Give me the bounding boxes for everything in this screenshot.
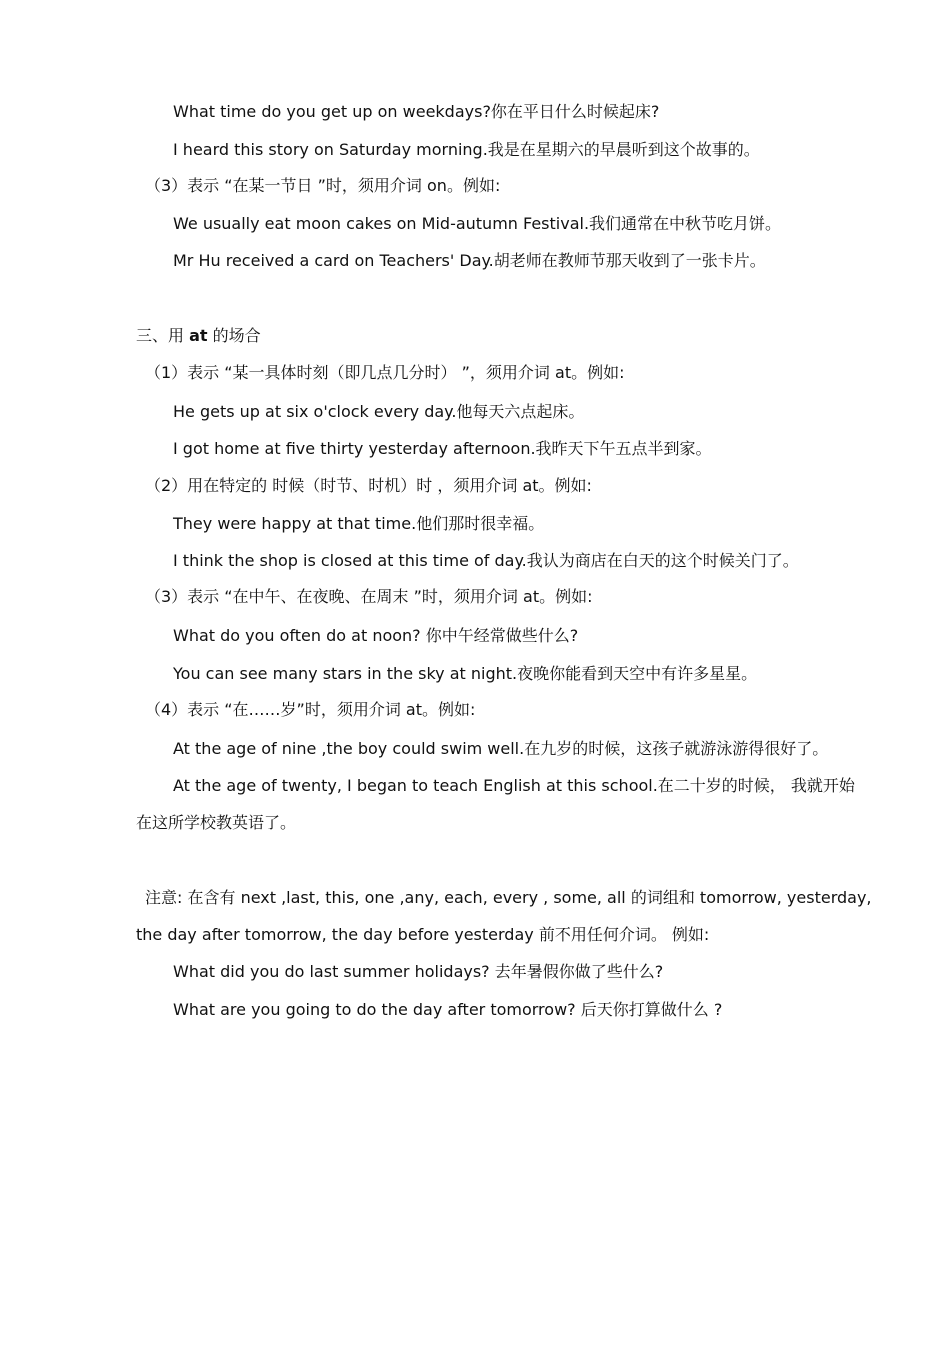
heading-suffix: 的场合	[207, 326, 261, 345]
example-2b: I think the shop is closed at this time of day.我认为商店在白天的这个时候关门了。	[173, 551, 799, 570]
example-1a: He gets up at six o'clock every day.他每天六点起床。	[173, 402, 585, 421]
example-3a: What do you often do at noon? 你中午经常做些什么?	[173, 626, 579, 645]
note-example-b: What are you going to do the day after tomorrow? 后天你打算做什么 ?	[173, 1000, 723, 1019]
note-line1: 注意: 在含有 next ,last, this, one ,any, each, every , some, all 的词组和 tomorrow, yesterday,	[145, 888, 872, 907]
example-teachers-day: Mr Hu received a card on Teachers' Day.胡老师在教师节那天收到了一张卡片。	[173, 251, 766, 270]
rule-at-age: （4）表示 “在……岁”时，须用介词 at。例如:	[145, 700, 476, 719]
example-1b: I got home at five thirty yesterday afternoon.我昨天下午五点半到家。	[173, 439, 712, 458]
heading-prefix: 三、用	[136, 326, 190, 345]
example-4b-line1: At the age of twenty, I began to teach English at this school.在二十岁的时候， 我就开始	[173, 776, 855, 795]
example-festival: We usually eat moon cakes on Mid-autumn Festival.我们通常在中秋节吃月饼。	[173, 214, 782, 233]
rule-at-clock-time: （1）表示 “某一具体时刻（即几点几分时） ”，须用介词 at。例如:	[145, 363, 625, 382]
rule-at-specific-time: （2）用在特定的 时候（时节、时机）时 ，须用介词 at。例如:	[145, 476, 592, 495]
rule-at-noon-night-weekend: （3）表示 “在中午、在夜晚、在周末 ”时，须用介词 at。例如:	[145, 587, 593, 606]
rule-on-festival: （3）表示 “在某一节日 ”时，须用介词 on。例如:	[145, 176, 501, 195]
example-saturday: I heard this story on Saturday morning.我是在星期六的早晨听到这个故事的。	[173, 140, 760, 159]
example-4a: At the age of nine ,the boy could swim well.在九岁的时候，这孩子就游泳游得很好了。	[173, 739, 829, 758]
note-line2: the day after tomorrow, the day before yesterday 前不用任何介词。 例如:	[136, 925, 710, 944]
note-example-a: What did you do last summer holidays? 去年暑假你做了些什么?	[173, 962, 664, 981]
section-heading-at	[136, 325, 261, 347]
example-2a: They were happy at that time.他们那时很幸福。	[173, 514, 545, 533]
example-weekdays: What time do you get up on weekdays?你在平日什么时候起床?	[173, 102, 660, 121]
example-3b: You can see many stars in the sky at night.夜晚你能看到天空中有许多星星。	[173, 664, 758, 683]
example-4b-line2: 在这所学校教英语了。	[136, 813, 297, 832]
heading-keyword: at	[189, 326, 208, 345]
